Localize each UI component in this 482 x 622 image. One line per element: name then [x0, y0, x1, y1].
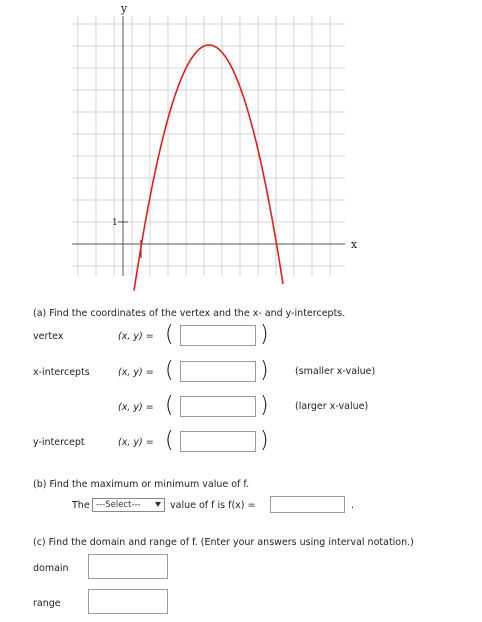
- range-input[interactable]: [88, 589, 168, 614]
- vertex-open-paren: (: [165, 322, 174, 347]
- x-intercept-smaller-close-paren: ): [260, 358, 269, 383]
- parabola-curve: [134, 45, 283, 291]
- x-intercept-smaller-open-paren: (: [165, 358, 174, 383]
- extreme-value-input[interactable]: [270, 496, 345, 513]
- part-a-question: (a) Find the coordinates of the vertex and the x- and y-intercepts.: [33, 308, 346, 319]
- tick-label-1: 1: [112, 218, 118, 228]
- part-c-question: (c) Find the domain and range of f. (Enter your answers using interval notation.): [33, 537, 414, 548]
- max-min-select[interactable]: [92, 498, 165, 512]
- x-intercept-smaller-input[interactable]: [180, 361, 256, 382]
- y-intercept-coord-label: (x, y) =: [118, 437, 154, 448]
- part-b-prefix: The: [72, 500, 90, 511]
- x-axis-label: x: [351, 238, 358, 251]
- chevron-down-icon: [155, 502, 161, 507]
- x-intercept-smaller-coord-label: (x, y) =: [118, 367, 154, 378]
- x-intercept-larger-close-paren: ): [260, 393, 269, 418]
- parabola-graph: [0, 0, 482, 300]
- range-label: range: [33, 598, 61, 609]
- part-b-suffix: value of f is f(x) =: [170, 500, 256, 511]
- smaller-x-note: (smaller x-value): [295, 366, 376, 377]
- graph-grid: [72, 16, 345, 276]
- part-b-question: (b) Find the maximum or minimum value of f.: [33, 479, 250, 490]
- domain-input[interactable]: [88, 554, 168, 579]
- x-intercepts-label: x-intercepts: [33, 367, 90, 378]
- max-min-select-value: ---Select---: [96, 500, 141, 510]
- y-intercept-open-paren: (: [165, 428, 174, 453]
- vertex-input[interactable]: [180, 325, 256, 346]
- part-b-period: .: [351, 500, 355, 511]
- vertex-label: vertex: [33, 331, 64, 342]
- x-intercept-larger-coord-label: (x, y) =: [118, 402, 154, 413]
- y-intercept-close-paren: ): [260, 428, 269, 453]
- domain-label: domain: [33, 563, 69, 574]
- vertex-close-paren: ): [260, 322, 269, 347]
- y-axis-label: y: [121, 2, 128, 15]
- x-intercept-larger-open-paren: (: [165, 393, 174, 418]
- vertex-coord-label: (x, y) =: [118, 331, 154, 342]
- y-intercept-input[interactable]: [180, 431, 256, 452]
- x-intercept-larger-input[interactable]: [180, 396, 256, 417]
- larger-x-note: (larger x-value): [295, 401, 369, 412]
- y-intercept-label: y-intercept: [33, 437, 85, 448]
